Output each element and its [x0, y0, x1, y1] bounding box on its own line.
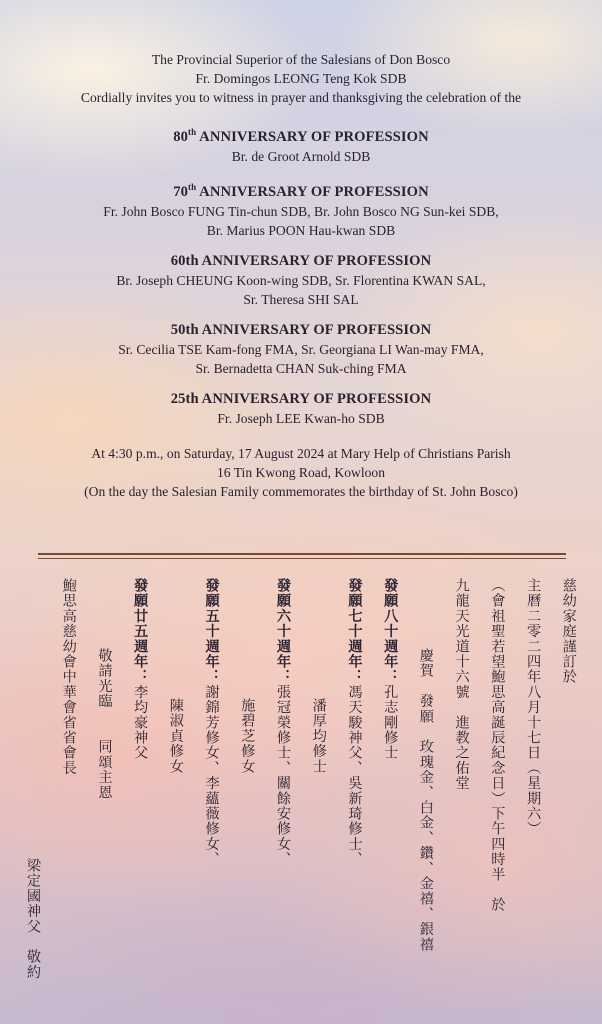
intro-block: [0, 50, 602, 107]
intro-line: Cordially invites you to witness in prayer and thanksgiving the celebration of the: [80, 90, 522, 105]
chinese-column: 鮑思高慈幼會中華會省省會長: [60, 578, 77, 776]
event-line: 16 Tin Kwong Road, Kowloon: [216, 464, 386, 480]
chinese-column: 施碧芝修女: [239, 698, 256, 774]
intro-line: Fr. Domingos LEONG Teng Kok SDB: [195, 71, 407, 86]
honoree-line: Br. de Groot Arnold SDB: [231, 148, 371, 164]
chinese-column: 發願五十週年：謝錦芳修女、李蘊薇修女、: [203, 578, 220, 867]
honoree-line: Sr. Cecilia TSE Kam-fong FMA, Sr. Georgiana LI Wan-may FMA,: [118, 341, 484, 357]
chinese-column: 九龍天光道十六號 進教之佑堂: [453, 578, 470, 791]
event-details: [0, 444, 602, 501]
anniversary-heading: 70th ANNIVERSARY OF PROFESSION: [173, 181, 429, 200]
honoree-line: Br. Marius POON Hau-kwan SDB: [206, 222, 396, 238]
chinese-column: 梁定國神父 敬約: [25, 858, 41, 980]
chinese-column: 主曆二零二四年八月十七日（星期六）: [525, 578, 542, 837]
chinese-column: 發願廿五週年：李均豪神父: [132, 578, 149, 761]
anniversary-70: [0, 178, 602, 240]
honoree-line: Fr. Joseph LEE Kwan-ho SDB: [217, 410, 385, 426]
anniversary-heading: 60th ANNIVERSARY OF PROFESSION: [170, 252, 432, 269]
event-line: (On the day the Salesian Family commemorates the birthday of St. John Bosco): [84, 483, 518, 499]
english-invitation: [0, 50, 602, 501]
chinese-column: 發願六十週年：張冠榮修士、關餘安修女、: [275, 578, 292, 867]
chinese-column: （會祖聖若望鮑思高誕辰紀念日）下午四時半 於: [489, 578, 506, 913]
anniversary-80: [0, 123, 602, 166]
chinese-column: 慈幼家庭謹訂於: [560, 578, 577, 685]
divider-thick: [38, 553, 566, 555]
chinese-column: 發願七十週年：馮天駿神父、吳新琦修士、: [346, 578, 363, 867]
anniversary-heading: 50th ANNIVERSARY OF PROFESSION: [170, 321, 432, 338]
chinese-column: 敬請光臨 同頌主恩: [96, 648, 113, 800]
chinese-column: 慶賀 發願 玫瑰金、白金、鑽、金禧、銀禧: [417, 648, 434, 952]
anniversary-60: [0, 252, 602, 309]
honoree-line: Br. Joseph CHEUNG Koon-wing SDB, Sr. Florentina KWAN SAL,: [116, 272, 486, 288]
anniversary-50: [0, 321, 602, 378]
honoree-line: Sr. Theresa SHI SAL: [243, 291, 359, 307]
divider-thin: [38, 558, 566, 559]
event-line: At 4:30 p.m., on Saturday, 17 August 2024 at Mary Help of Christians Parish: [91, 445, 511, 461]
intro-line: The Provincial Superior of the Salesians of Don Bosco: [151, 52, 451, 67]
anniversary-heading: 25th ANNIVERSARY OF PROFESSION: [170, 390, 432, 407]
honoree-line: Fr. John Bosco FUNG Tin-chun SDB, Br. John Bosco NG Sun-kei SDB,: [103, 203, 499, 219]
chinese-column: 陳淑貞修女: [167, 698, 184, 774]
honoree-line: Sr. Bernadetta CHAN Suk-ching FMA: [195, 360, 407, 376]
anniversary-25: [0, 390, 602, 428]
anniversary-heading: 80th ANNIVERSARY OF PROFESSION: [173, 127, 429, 145]
chinese-column: 發願八十週年：孔志剛修士: [382, 578, 399, 761]
chinese-invitation: [20, 578, 582, 998]
chinese-column: 潘厚均修士: [310, 698, 327, 774]
